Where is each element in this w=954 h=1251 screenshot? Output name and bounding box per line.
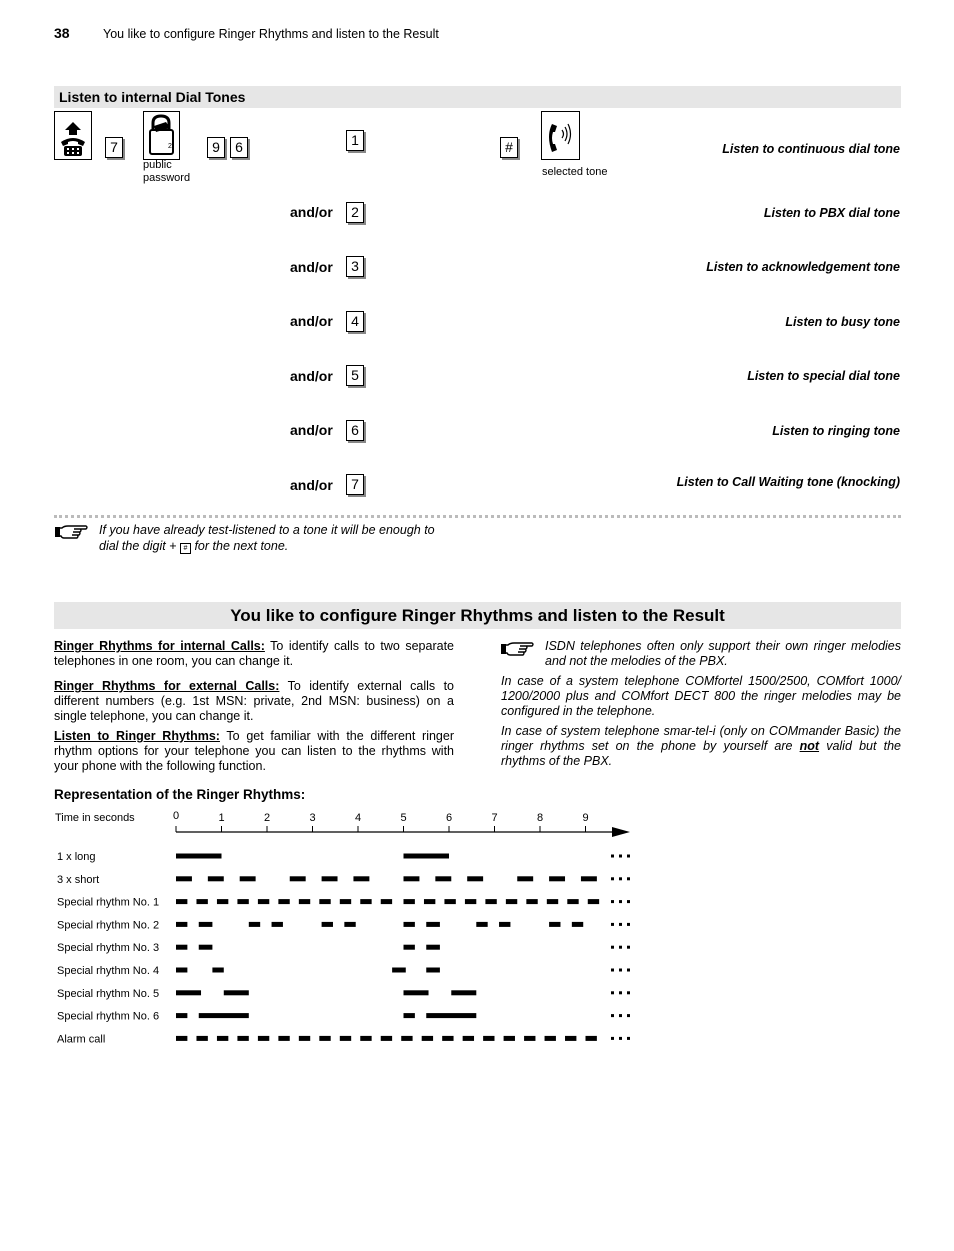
rhythm-segment [258,1036,269,1041]
continuation-dot [611,946,614,949]
continuation-dot [611,855,614,858]
continuation-dot [611,969,614,972]
rhythm-segment [272,922,283,927]
rhythm-segment [176,945,187,950]
continuation-dot [619,946,622,949]
paragraph-external [54,679,454,724]
rhythm-segment [404,1013,415,1018]
result-4: Listen to busy tone [785,315,900,329]
rhythm-segment [360,1036,371,1041]
isdn-note: ISDN telephones often only support their own ringer melodies and not the melodies of the PBX. [545,639,901,668]
rhythm-segment [176,968,187,973]
rhythm-segment [196,899,207,904]
rhythm-segment [176,899,187,904]
note-text [99,522,455,554]
rhythm-segment [586,1036,597,1041]
continuation-dot [619,855,622,858]
rhythm-segment [404,854,450,859]
rhythm-segment [426,1013,476,1018]
continuation-dot [627,923,630,926]
key-9: 9 [207,137,225,158]
ringing-phone-icon [541,111,580,160]
rhythm-segment [290,876,306,881]
rhythm-segment [217,1036,228,1041]
result-2: Listen to PBX dial tone [763,206,900,220]
pointing-hand-icon [54,524,90,547]
rhythm-segment [549,922,560,927]
rhythm-segment [176,854,222,859]
and-or-label: and/or [290,259,333,275]
smartel-note [501,724,901,769]
main-section-title: You like to configure Ringer Rhythms and listen to the Result [230,606,725,625]
rhythm-segment [426,922,440,927]
rhythm-segment [299,899,310,904]
rhythm-segment [199,922,213,927]
smartel-note-c: valid but the rhythms of the PBX. [501,739,901,768]
note-text-part2: for the next tone. [194,539,289,553]
rhythm-segment [381,899,392,904]
rhythm-segment [588,899,599,904]
continuation-dot [627,1014,630,1017]
continuation-dot [611,1037,614,1040]
rhythm-row-label: 1 x long [57,851,96,863]
rhythm-chart-heading: Representation of the Ringer Rhythms: [54,787,306,802]
key-6b: 6 [346,420,364,441]
para-head-external: Ringer Rhythms for external Calls: [54,679,280,693]
key-5: 5 [346,365,364,386]
rhythm-segment [517,876,533,881]
continuation-dot [619,923,622,926]
rhythm-segment [404,899,415,904]
comfortel-note: In case of a system telephone COMfortel 1500/2500, COMfort 1000/ 1200/2000 plus and COMfort DECT 800 the ringer melodies may be configured in the telephone. [501,674,901,718]
rhythm-segment [258,899,269,904]
rhythm-segment [463,1036,474,1041]
result-5: Listen to special dial tone [747,369,900,383]
rhythm-segment [237,1036,248,1041]
rhythm-segment [208,876,224,881]
rhythm-segment [483,1036,494,1041]
tick-label: 6 [445,812,453,824]
rhythm-segment [217,899,228,904]
separator [54,515,901,518]
dial-section-header [54,86,901,108]
key-2: 2 [346,202,364,223]
rhythm-segment [401,1036,412,1041]
rhythm-segment [465,899,476,904]
rhythm-segment [322,922,333,927]
rhythm-segment [340,899,351,904]
continuation-dot [611,877,614,880]
rhythm-segment [504,1036,515,1041]
para-head-listen: Listen to Ringer Rhythms: [54,729,220,743]
rhythm-segment [344,922,355,927]
padlock-icon [143,111,180,160]
rhythm-segment [506,899,517,904]
rhythm-segment [176,1036,187,1041]
rhythm-segment [572,922,583,927]
key-6: 6 [230,137,248,158]
rhythm-segment [199,945,213,950]
tick-label: 2 [263,812,271,824]
rhythm-row-label: Special rhythm No. 1 [57,896,160,909]
rhythm-segment [322,876,338,881]
rhythm-segment [422,1036,433,1041]
rhythm-segment [549,876,565,881]
key-4: 4 [346,311,364,332]
handset-lift-icon [54,111,92,160]
rhythm-segment [319,1036,330,1041]
rhythm-segment [424,899,435,904]
rhythm-segment [176,1013,187,1018]
rhythm-segment [467,876,483,881]
result-1: Listen to continuous dial tone [722,142,900,156]
tick-label: 0 [172,810,180,822]
key-7: 7 [105,137,123,158]
continuation-dot [619,991,622,994]
pointing-hand-icon [500,641,536,664]
key-3: 3 [346,256,364,277]
continuation-dot [627,969,630,972]
para-text-listen: To get familiar with the different ringer rhythm options for your telephone you can listen to the rhythms with your phone with the following function. [54,729,455,773]
continuation-dot [619,900,622,903]
rhythm-segment [499,922,510,927]
result-3: Listen to acknowledgement tone [706,260,900,274]
para-head-internal: Ringer Rhythms for internal Calls: [54,639,265,653]
rhythm-segment [581,876,597,881]
page-number: 38 [54,25,70,41]
and-or-label: and/or [290,368,333,384]
rhythm-row-label: 3 x short [57,873,100,886]
rhythm-segment [353,876,369,881]
result-7: Listen to Call Waiting tone (knocking) [676,475,900,489]
rhythm-chart [0,800,954,1060]
smartel-note-a: In case of system telephone smar-tel-i (only on COMmander Basic) the ringer rhythms set on the phone by yourself are [501,724,901,753]
rhythm-segment [526,899,537,904]
para-text-internal: To identify calls to two separate telephones in one room, you can change it. [54,639,454,668]
rhythm-segment [444,899,455,904]
tick-label: 5 [400,812,407,824]
rhythm-segment [442,1036,453,1041]
axis-label: Time in seconds [55,812,135,824]
tick-label: 3 [309,812,316,824]
continuation-dot [611,1014,614,1017]
continuation-dot [619,1014,622,1017]
and-or-label: and/or [290,422,333,438]
and-or-label: and/or [290,204,333,220]
rhythm-segment [237,899,248,904]
rhythm-segment [524,1036,535,1041]
rhythm-row-label: Special rhythm No. 6 [57,1010,160,1023]
main-section-header [54,602,901,629]
key-1: 1 [346,130,364,151]
rhythm-segment [404,922,415,927]
rhythm-segment [547,899,558,904]
rhythm-segment [404,876,420,881]
rhythm-segment [360,899,371,904]
para-text-external: To identify external calls to different numbers (e.g. 1st MSN: private, 2nd MSN: business) on a single telephone, you can change it. [54,679,454,723]
smartel-note-not: not [799,739,820,753]
rhythm-segment [426,968,440,973]
rhythm-segment [485,899,496,904]
key-hash: # [500,137,518,158]
continuation-dot [611,900,614,903]
password-label: password [143,172,191,184]
continuation-dot [627,946,630,949]
rhythm-segment [299,1036,310,1041]
small-hash-icon: # [180,543,191,554]
rhythm-segment [392,968,406,973]
rhythm-segment [278,899,289,904]
rhythm-segment [319,899,330,904]
rhythm-segment [451,990,476,995]
continuation-dot [619,1037,622,1040]
continuation-dot [619,969,622,972]
tick-label: 9 [582,812,589,824]
rhythm-row-label: Special rhythm No. 5 [57,987,160,1000]
and-or-label: and/or [290,477,333,493]
key-7b: 7 [346,474,364,495]
rhythm-row-label: Special rhythm No. 4 [57,965,160,977]
paragraph-listen [54,729,454,774]
tick-label: 1 [218,812,225,824]
tick-label: 7 [491,812,498,824]
public-label: public [143,159,172,171]
rhythm-segment [240,876,256,881]
continuation-dot [611,923,614,926]
svg-text:2: 2 [168,143,172,150]
continuation-dot [627,877,630,880]
rhythm-segment [567,899,578,904]
running-header: You like to configure Ringer Rhythms and listen to the Result [103,27,439,41]
continuation-dot [611,991,614,994]
rhythm-segment [340,1036,351,1041]
rhythm-segment [435,876,451,881]
rhythm-segment [249,922,260,927]
continuation-dot [627,900,630,903]
rhythm-segment [224,990,249,995]
rhythm-segment [212,968,223,973]
rhythm-row-label: Special rhythm No. 3 [57,942,160,955]
continuation-dot [627,855,630,858]
rhythm-segment [176,876,192,881]
rhythm-segment [278,1036,289,1041]
rhythm-segment [404,990,429,995]
rhythm-segment [196,1036,207,1041]
tick-label: 4 [354,812,362,824]
rhythm-segment [176,922,187,927]
selected-tone-label: selected tone [542,166,608,178]
dial-section-title: Listen to internal Dial Tones [59,89,246,105]
rhythm-segment [404,945,415,950]
rhythm-segment [476,922,487,927]
rhythm-segment [426,945,440,950]
rhythm-row-label: Special rhythm No. 2 [57,919,160,932]
result-6: Listen to ringing tone [772,424,900,438]
and-or-label: and/or [290,313,333,329]
tick-label: 8 [536,812,544,824]
rhythm-segment [545,1036,556,1041]
paragraph-internal [54,639,454,669]
rhythm-segment [381,1036,392,1041]
rhythm-row-label: Alarm call [57,1033,106,1046]
rhythm-segment [565,1036,576,1041]
continuation-dot [627,1037,630,1040]
axis-arrow-icon [612,827,630,837]
note-text-part1: If you have already test-listened to a tone it will be enough to dial the digit + [99,523,435,553]
continuation-dot [619,877,622,880]
rhythm-segment [199,1013,249,1018]
continuation-dot [627,991,630,994]
rhythm-segment [176,990,201,995]
